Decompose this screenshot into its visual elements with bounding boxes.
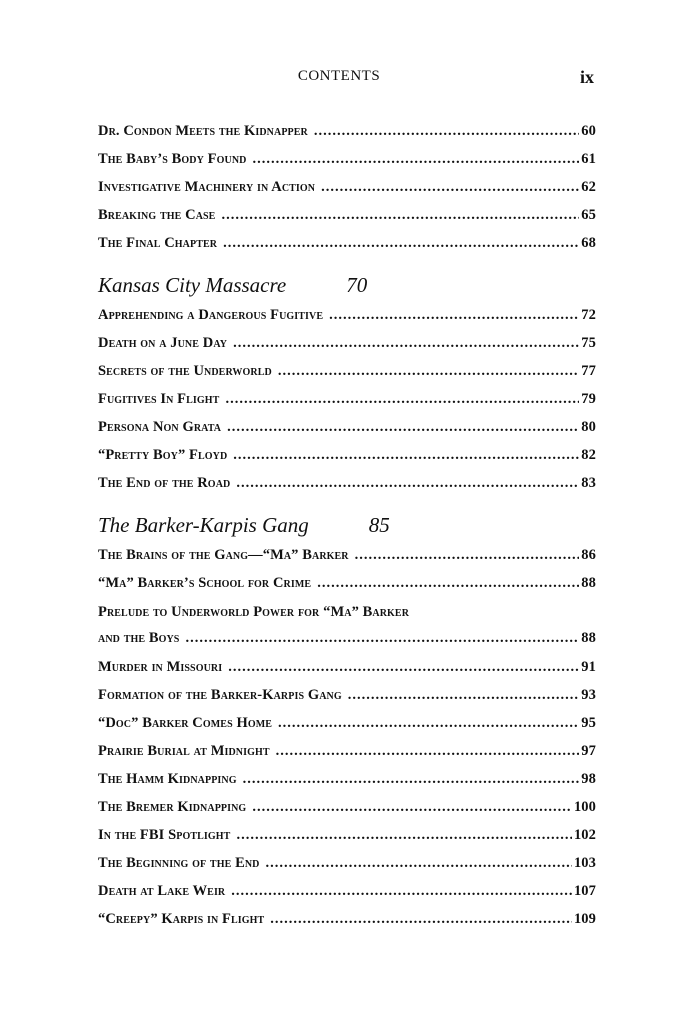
toc-entry-title-line1: Prelude to Underworld Power for “Ma” Barker [98, 604, 410, 620]
leader-dots [278, 709, 579, 737]
toc-entry [98, 653, 596, 681]
toc-entry [98, 821, 596, 849]
toc-entry [98, 709, 596, 737]
toc-entry-title: Persona Non Grata [98, 419, 222, 435]
section-heading [98, 505, 596, 545]
toc-entry-page: 88 [581, 630, 596, 646]
toc-entry [98, 793, 596, 821]
toc-entry [98, 681, 596, 709]
toc-entry-page: 95 [581, 715, 596, 731]
leader-dots [233, 441, 579, 469]
toc-entry-title: Formation of the Barker-Karpis Gang [98, 687, 342, 703]
toc-entry-page: 65 [581, 207, 596, 223]
toc-entry [98, 569, 596, 597]
toc-entry-page: 102 [573, 827, 596, 843]
toc-entry-title: In the FBI Spotlight [98, 827, 231, 843]
toc-entry-page: 98 [581, 771, 596, 787]
page-number: ix [579, 67, 594, 87]
toc-entry-page: 62 [581, 179, 596, 195]
toc-entry-title-line2: and the Boys [98, 630, 180, 646]
toc-entry-page: 75 [581, 335, 596, 351]
toc-entry-title: Death at Lake Weir [98, 883, 226, 899]
toc-entry-title: “Creepy” Karpis in Flight [98, 911, 265, 927]
toc-entry-title: Dr. Condon Meets the Kidnapper [98, 123, 308, 139]
leader-dots [233, 329, 579, 357]
toc-entry-title: The Bremer Kidnapping [98, 799, 247, 815]
leader-dots [243, 765, 580, 793]
leader-dots [231, 877, 572, 905]
toc-entry [98, 441, 596, 469]
toc-entry-page: 61 [581, 151, 596, 167]
toc-entry-page: 103 [573, 855, 596, 871]
toc-entry [98, 173, 596, 201]
toc-entry-title: The Brains of the Gang—“Ma” Barker [98, 547, 349, 563]
leader-dots [329, 301, 579, 329]
leader-dots [228, 653, 579, 681]
toc-entry-page: 109 [573, 911, 596, 927]
toc-entry-page: 60 [581, 123, 596, 139]
leader-dots [266, 849, 572, 877]
leader-dots [221, 201, 579, 229]
toc-entry [98, 329, 596, 357]
toc-entry-two-line [98, 597, 596, 653]
leader-dots [270, 905, 572, 933]
toc-group-barker-karpis [98, 541, 596, 933]
leader-dots [225, 385, 579, 413]
leader-dots [314, 117, 579, 145]
toc-entry-title: “Pretty Boy” Floyd [98, 447, 228, 463]
toc-entry-title: Breaking the Case [98, 207, 216, 223]
toc-entry-title: The End of the Road [98, 475, 231, 491]
section-title: The Barker-Karpis Gang [98, 513, 309, 537]
toc-entry-title: Fugitives In Flight [98, 391, 220, 407]
toc-entry [98, 413, 596, 441]
toc-entry-title: “Ma” Barker’s School for Crime [98, 575, 312, 591]
toc-entry [98, 229, 596, 257]
toc-entry-title: Investigative Machinery in Action [98, 179, 316, 195]
toc-entry-title: The Final Chapter [98, 235, 218, 251]
toc-entry-page: 97 [581, 743, 596, 759]
toc-entry-title: Secrets of the Underworld [98, 363, 272, 379]
section-heading [98, 265, 596, 305]
toc-entry-title: Murder in Missouri [98, 659, 223, 675]
toc-entry-page: 68 [581, 235, 596, 251]
toc-entry [98, 117, 596, 145]
leader-dots [236, 469, 579, 497]
leader-dots [252, 145, 579, 173]
toc-entry [98, 201, 596, 229]
leader-dots [355, 541, 580, 569]
leader-dots [185, 625, 579, 651]
toc-entry [98, 877, 596, 905]
leader-dots [252, 793, 572, 821]
toc-entry-page: 80 [581, 419, 596, 435]
toc-entry-page: 79 [581, 391, 596, 407]
leader-dots [278, 357, 579, 385]
leader-dots [348, 681, 580, 709]
section-page: 85 [368, 513, 390, 537]
page-header [0, 68, 678, 92]
leader-dots [317, 569, 579, 597]
toc-section-barker-karpis [98, 505, 596, 545]
toc-entry [98, 737, 596, 765]
toc-entry-title: Prairie Burial at Midnight [98, 743, 270, 759]
toc-entry [98, 385, 596, 413]
leader-dots [223, 229, 579, 257]
toc-entry-title: The Beginning of the End [98, 855, 260, 871]
leader-dots [227, 413, 579, 441]
leader-dots [276, 737, 580, 765]
toc-entry-page: 93 [581, 687, 596, 703]
toc-entry [98, 357, 596, 385]
running-head: CONTENTS [297, 68, 381, 84]
toc-group-kansas-city [98, 301, 596, 497]
toc-entry [98, 469, 596, 497]
toc-entry-page: 107 [573, 883, 596, 899]
toc-entry [98, 541, 596, 569]
leader-dots [236, 821, 571, 849]
toc-entry-page: 86 [581, 547, 596, 563]
toc-entry-page: 100 [573, 799, 596, 815]
toc-entry-title: Apprehending a Dangerous Fugitive [98, 307, 324, 323]
toc-entry-title: The Hamm Kidnapping [98, 771, 237, 787]
toc-entry-title: “Doc” Barker Comes Home [98, 715, 273, 731]
toc-entry-title: Death on a June Day [98, 335, 228, 351]
toc-entry-page: 82 [581, 447, 596, 463]
section-title: Kansas City Massacre [98, 273, 287, 297]
toc-entry [98, 849, 596, 877]
toc-entry-page: 91 [581, 659, 596, 675]
toc-entry-page: 88 [581, 575, 596, 591]
leader-dots [321, 173, 579, 201]
toc-group-lindbergh [98, 117, 596, 257]
toc-entry [98, 905, 596, 933]
section-page: 70 [346, 273, 368, 297]
toc-section-kansas-city [98, 265, 596, 305]
toc-entry-page: 72 [581, 307, 596, 323]
toc-entry-title: The Baby’s Body Found [98, 151, 247, 167]
toc-entry-page: 77 [581, 363, 596, 379]
toc-entry [98, 301, 596, 329]
toc-entry [98, 145, 596, 173]
toc-entry-page: 83 [581, 475, 596, 491]
toc-entry [98, 765, 596, 793]
